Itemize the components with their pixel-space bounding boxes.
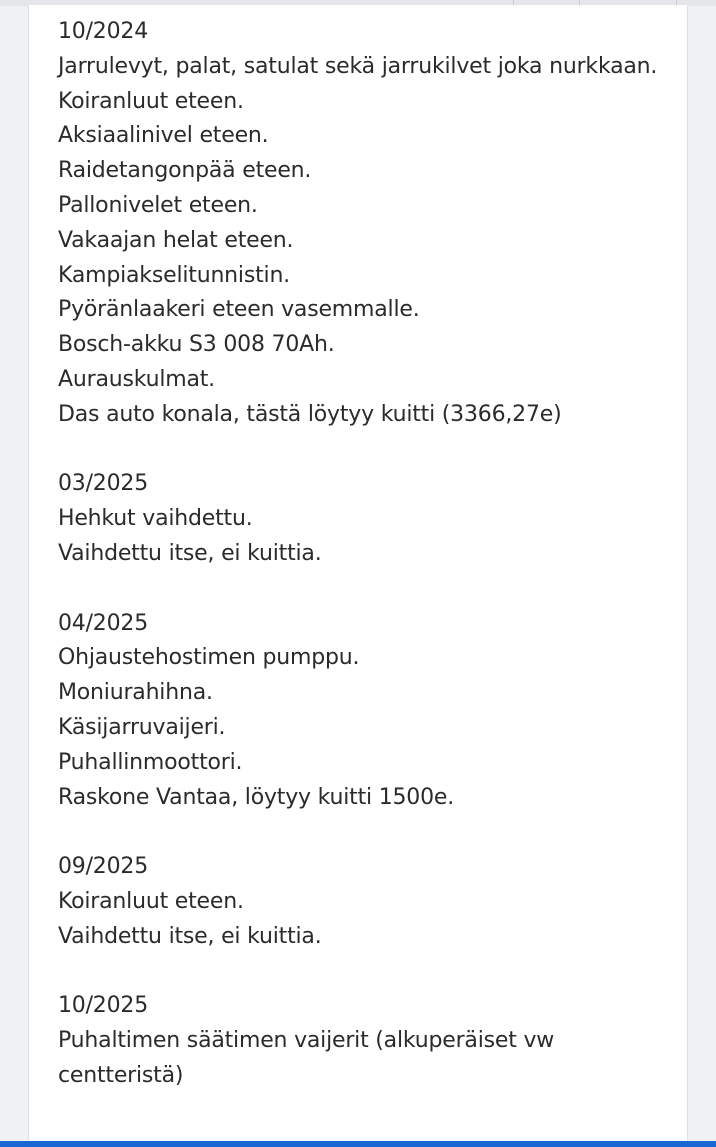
entry-line: Jarrulevyt, palat, satulat sekä jarrukilvet joka nurkkaan. [58,53,658,79]
post-content-card [28,5,688,1141]
service-entry [58,607,658,816]
entry-date: 10/2024 [58,19,148,44]
entry-line: Pallonivelet eteen. [58,192,258,218]
service-history-text[interactable] [58,15,658,1129]
entry-date: 10/2025 [58,993,148,1019]
entry-line: Puhallinmoottori. [58,749,243,775]
entry-line: Puhaltimen säätimen vaijerit (alkuperäiset vw centteristä) [58,1028,555,1088]
entry-line: Pyöränlaakeri eteen vasemmalle. [58,297,420,323]
service-entry [58,467,658,571]
service-entry [58,850,658,954]
service-entry [58,989,658,1093]
entry-date: 04/2025 [58,610,148,636]
entry-line: Hehkut vaihdettu. [58,506,253,532]
entry-date: 09/2025 [58,854,148,880]
entry-line: Raidetangonpää eteen. [58,158,312,184]
entry-line: Vakaajan helat eteen. [58,227,294,253]
entry-line: Kampiakselitunnistin. [58,262,290,288]
entry-line: Vaihdettu itse, ei kuittia. [58,923,322,949]
entry-line: Ohjaustehostimen pumppu. [58,645,360,671]
entry-line: Vaihdettu itse, ei kuittia. [58,540,322,566]
entry-line: Raskone Vantaa, löytyy kuitti 1500e. [58,784,455,810]
service-entry [58,15,658,433]
entry-line: Käsijarruvaijeri. [58,714,226,740]
entry-date: 03/2025 [58,471,148,497]
entry-line: Das auto konala, tästä löytyy kuitti (3366,27e) [58,401,562,427]
entry-line: Koiranluut eteen. [58,88,244,114]
entry-line: Koiranluut eteen. [58,888,244,914]
entry-line: Aurauskulmat. [58,366,215,392]
entry-line: Bosch-akku S3 008 70Ah. [58,332,335,358]
bottom-accent-bar [0,1141,716,1147]
entry-line: Moniurahihna. [58,680,213,706]
entry-line: Aksiaalinivel eteen. [58,123,269,149]
